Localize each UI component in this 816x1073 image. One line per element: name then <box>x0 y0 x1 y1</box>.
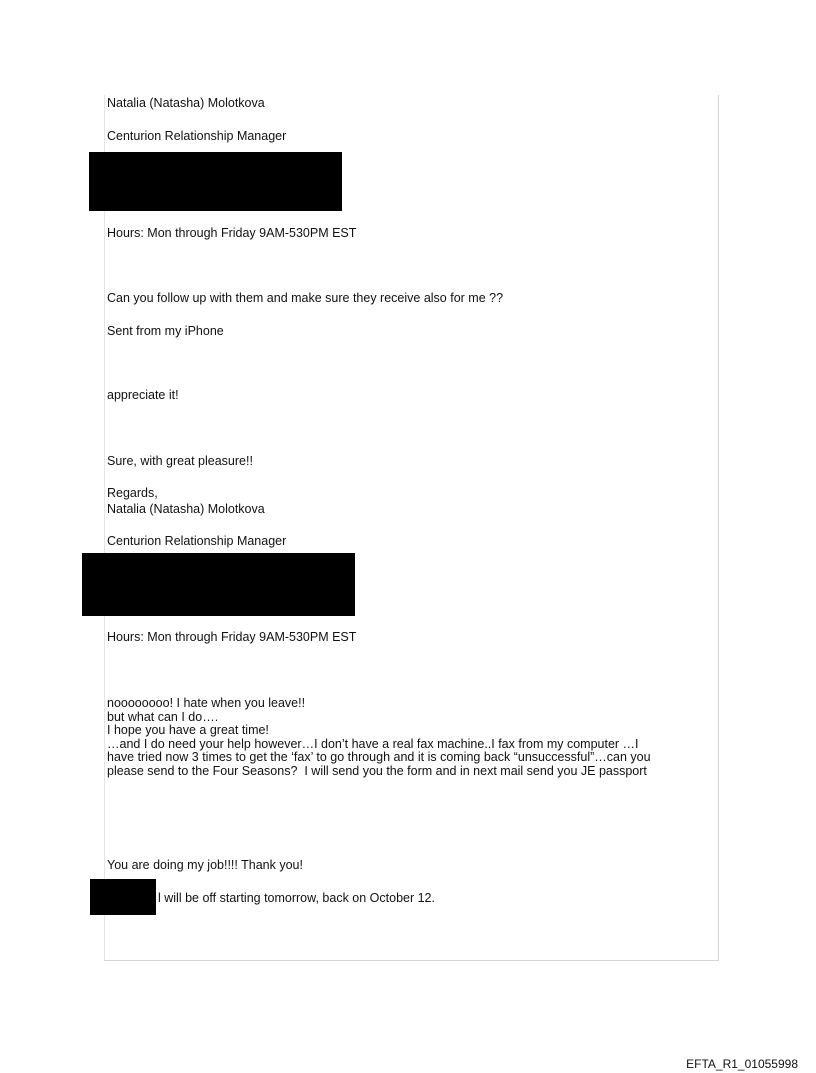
sender-title: Centurion Relationship Manager <box>107 534 287 548</box>
sender-name: Natalia (Natasha) Molotkova <box>107 96 265 110</box>
redaction-box <box>90 879 156 915</box>
sender-title: Centurion Relationship Manager <box>107 129 287 143</box>
message-follow-up: Can you follow up with them and make sure they receive also for me ?? <box>107 291 504 305</box>
office-hours: Hours: Mon through Friday 9AM-530PM EST <box>107 630 357 644</box>
message-line: please send to the Four Seasons? I will send you the form and in next mail send you JE passport <box>107 763 647 778</box>
message-line: but what can I do…. <box>107 709 219 724</box>
message-frame <box>104 95 719 961</box>
sender-name: Natalia (Natasha) Molotkova <box>107 502 265 516</box>
redaction-box <box>89 152 342 211</box>
message-line: noooooooo! I hate when you leave!! <box>107 696 306 710</box>
regards-line: Regards, <box>107 486 158 500</box>
message-line: I hope you have a great time! <box>107 723 269 738</box>
redaction-box <box>82 553 355 616</box>
sent-from-line: Sent from my iPhone <box>107 324 224 338</box>
message-line: have tried now 3 times to get the ‘fax’ to go through and it is coming back “unsuccessful”…can you <box>107 750 651 765</box>
message-appreciate: appreciate it! <box>107 388 179 402</box>
message-out-of-office: l will be off starting tomorrow, back on October 12. <box>158 891 435 905</box>
message-doing-job: You are doing my job!!!! Thank you! <box>107 858 303 872</box>
office-hours: Hours: Mon through Friday 9AM-530PM EST <box>107 226 357 240</box>
message-line: …and I do need your help however…I don’t have a real fax machine..I fax from my computer …I <box>107 736 639 751</box>
bates-number: EFTA_R1_01055998 <box>686 1057 798 1071</box>
message-fax-request <box>107 697 651 779</box>
message-sure: Sure, with great pleasure!! <box>107 454 253 468</box>
